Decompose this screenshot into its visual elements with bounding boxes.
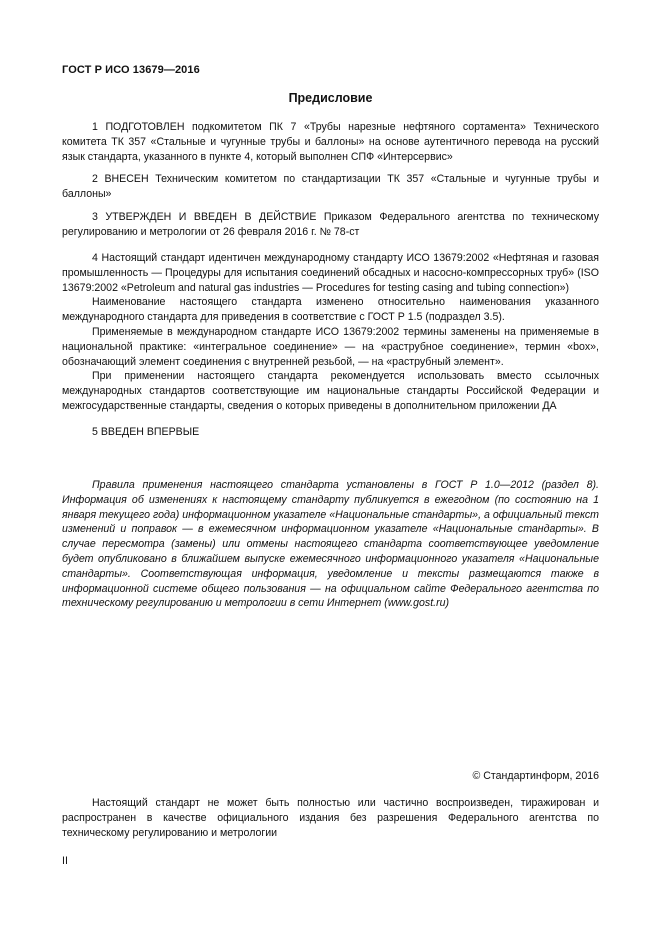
item-4-name-change: Наименование настоящего стандарта изменено относительно наименования указанного международного стандарта для приведения в соответствие с ГОСТ Р 1.5 (подраздел 3.5).: [62, 296, 599, 324]
item-3: [62, 210, 599, 240]
item-4: [62, 251, 599, 414]
rules-note: [62, 478, 599, 611]
item-2: [62, 172, 599, 202]
item-1-text: 1 ПОДГОТОВЛЕН подкомитетом ПК 7 «Трубы нарезные нефтяного сортамента» Технического комитета ТК 357 «Стальные и чугунные трубы и баллоны» на основе аутентичного перевода на русский язык стандарта, указанного в пункте 4, который выполнен СПФ «Интерсервис»: [62, 121, 599, 163]
item-4-text: 4 Настоящий стандарт идентичен международному стандарту ИСО 13679:2002 «Нефтяная и газовая промышленность — Процедуры для испытания соединений обсадных и насосно-компрессорных труб» (ISO 13679:2002 «Petroleum and natural gas industries — Procedures for testing casing and tubing connection»): [62, 252, 599, 294]
item-4-terms: Применяемые в международном стандарте ИСО 13679:2002 термины заменены на применяемые в национальной практике: «интегральное соединение» — на «раструбное соединение», термин «box», обозначающий элемент соединения с внутренней резьбой, — на «раструбный элемент».: [62, 325, 599, 368]
reproduction-note: [62, 796, 599, 840]
item-1: [62, 120, 599, 164]
reproduction-note-text: Настоящий стандарт не может быть полностью или частично воспроизведен, тиражирован и распространен в качестве официального издания без разрешения Федерального агентства по техническому регулированию и метрологии: [62, 797, 599, 839]
page-title: Предисловие: [288, 91, 373, 105]
page-number: II: [62, 855, 68, 867]
document-code: ГОСТ Р ИСО 13679—2016: [62, 64, 200, 76]
rules-note-text: Правила применения настоящего стандарта установлены в ГОСТ Р 1.0—2012 (раздел 8). Информация об изменениях к настоящему стандарту публикуется в ежегодном (по состоянию на 1 января текущего года) информационном указателе «Национальные стандарты», а официальный текст изменений и поправок — в ежемесячном информационном указателе «Национальные стандарты». В случае пересмотра (замены) или отмены настоящего стандарта соответствующее уведомление будет опубликовано в ближайшем выпуске ежемесячного информационного указателя «Национальные стандарты». Соответствующая информация, уведомление и тексты размещаются также в информационной системе общего пользования — на официальном сайте Федерального агентства по техническому регулированию и метрологии в сети Интернет (www.gost.ru): [62, 479, 599, 610]
item-3-text: 3 УТВЕРЖДЕН И ВВЕДЕН В ДЕЙСТВИЕ Приказом Федерального агентства по техническому регулированию и метрологии от 26 февраля 2016 г. № 78-ст: [62, 211, 599, 238]
item-5-text: 5 ВВЕДЕН ВПЕРВЫЕ: [92, 426, 200, 438]
item-2-text: 2 ВНЕСЕН Техническим комитетом по стандартизации ТК 357 «Стальные и чугунные трубы и баллоны»: [62, 173, 599, 200]
item-5: [62, 425, 599, 440]
copyright: © Стандартинформ, 2016: [472, 770, 599, 782]
item-4-references: При применении настоящего стандарта рекомендуется использовать вместо ссылочных международных стандартов соответствующие им национальные стандарты Российской Федерации и межгосударственные стандарты, сведения о которых приведены в дополнительном приложении ДА: [62, 370, 599, 412]
